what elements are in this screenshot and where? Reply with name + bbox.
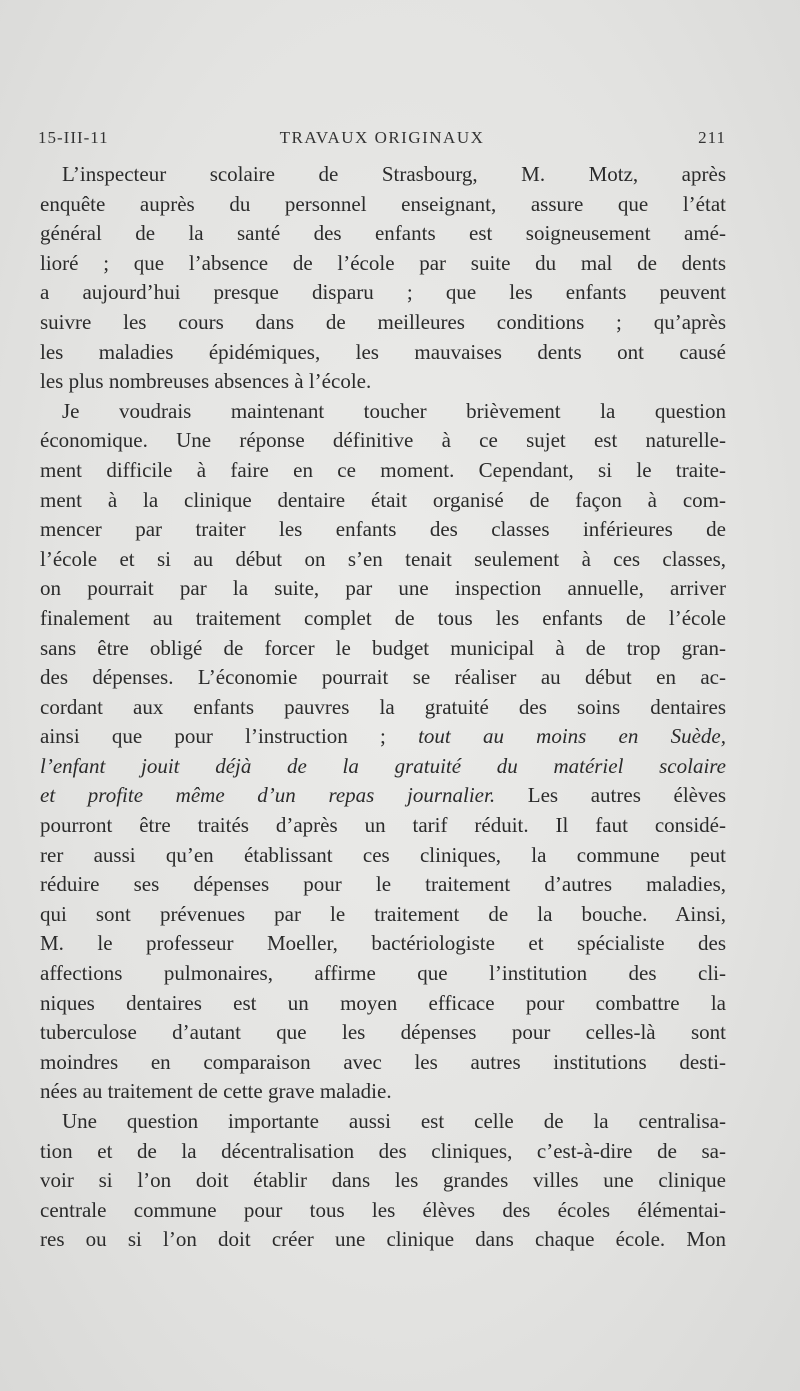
line-text: ainsi que pour l’instruction ;: [40, 724, 419, 749]
text-line: [40, 308, 726, 338]
text-line: [40, 160, 726, 190]
line-text: ment à la clinique dentaire était organisé de façon à com-: [40, 487, 726, 512]
text-line: [40, 338, 726, 368]
line-text: M. le professeur Moeller, bactériologiste et spécialiste des: [40, 931, 726, 956]
line-text: rer aussi qu’en établissant ces cliniques, la commune peut: [40, 842, 726, 867]
line-text: sans être obligé de forcer le budget municipal à de trop gran-: [40, 635, 726, 660]
line-text: mencer par traiter les enfants des classes inférieures de: [40, 517, 726, 542]
line-text: voir si l’on doit établir dans les grandes villes une clinique: [40, 1168, 726, 1193]
text-line: [40, 515, 726, 545]
text-line: [40, 426, 726, 456]
line-text: niques dentaires est un moyen efficace pour combattre la: [40, 990, 726, 1015]
line-text: Je voudrais maintenant toucher brièvement la question: [62, 398, 726, 423]
text-line: [40, 989, 726, 1019]
text-line: [40, 1196, 726, 1226]
text-line: [40, 219, 726, 249]
line-text: pourront être traités d’après un tarif réduit. Il faut considé-: [40, 813, 726, 838]
line-text: lioré ; que l’absence de l’école par suite du mal de dents: [40, 250, 726, 275]
line-text: moindres en comparaison avec les autres institutions desti-: [40, 1049, 726, 1074]
text-line: [40, 545, 726, 575]
text-line: [40, 870, 726, 900]
line-text: Une question importante aussi est celle de la centralisa-: [62, 1109, 726, 1133]
text-line: [40, 959, 726, 989]
text-line: [40, 781, 726, 811]
line-text: qui sont prévenues par le traitement de la bouche. Ainsi,: [40, 901, 726, 926]
line-text: affections pulmonaires, affirme que l’institution des cli-: [40, 961, 726, 986]
section-title: TRAVAUX ORIGINAUX: [279, 128, 485, 147]
running-head: [38, 128, 726, 154]
text-line: [40, 278, 726, 308]
text-line: [40, 693, 726, 723]
line-text: ment difficile à faire en ce moment. Cependant, si le traite-: [40, 457, 726, 482]
text-line: [40, 367, 726, 397]
italic-text: l’enfant jouit déjà de la gratuité du matériel scolaire: [40, 753, 726, 778]
text-line: [40, 1137, 726, 1167]
line-text: suivre les cours dans de meilleures conditions ; qu’après: [40, 309, 726, 334]
text-line: [40, 1107, 726, 1137]
line-text: général de la santé des enfants est soigneusement amé-: [40, 221, 726, 246]
text-line: [40, 456, 726, 486]
text-line: [40, 811, 726, 841]
page-number: 211: [698, 128, 726, 147]
text-line: [40, 574, 726, 604]
text-line: [40, 1048, 726, 1078]
text-line: [40, 634, 726, 664]
line-text: cordant aux enfants pauvres la gratuité des soins dentaires: [40, 694, 726, 719]
italic-text: et profite même d’un repas journalier.: [40, 783, 496, 808]
issue-date: 15-III-11: [38, 128, 109, 147]
text-line: [40, 663, 726, 693]
line-text: économique. Une réponse définitive à ce sujet est naturelle-: [40, 428, 726, 453]
body-text: [40, 160, 726, 1255]
text-line: [40, 249, 726, 279]
text-line: [40, 752, 726, 782]
text-line: [40, 604, 726, 634]
line-text: Les autres élèves: [495, 783, 726, 808]
text-line: [40, 1077, 726, 1107]
text-line: [40, 1166, 726, 1196]
line-text: les maladies épidémiques, les mauvaises dents ont causé: [40, 339, 726, 364]
text-line: [40, 929, 726, 959]
line-text: L’inspecteur scolaire de Strasbourg, M. Motz, après: [62, 162, 726, 186]
italic-text: tout au moins en Suède,: [418, 724, 726, 749]
line-text: des dépenses. L’économie pourrait se réaliser au début en ac-: [40, 665, 726, 690]
text-line: [40, 397, 726, 427]
text-line: [40, 722, 726, 752]
line-text: réduire ses dépenses pour le traitement d’autres maladies,: [40, 872, 726, 897]
line-text: tuberculose d’autant que les dépenses pour celles-là sont: [40, 1020, 726, 1045]
line-text: enquête auprès du personnel enseignant, assure que l’état: [40, 191, 726, 216]
text-line: [40, 1018, 726, 1048]
line-text: tion et de la décentralisation des cliniques, c’est-à-dire de sa-: [40, 1138, 726, 1163]
line-text: les plus nombreuses absences à l’école.: [40, 369, 372, 394]
line-text: nées au traitement de cette grave maladie.: [40, 1079, 392, 1104]
line-text: centrale commune pour tous les élèves des écoles élémentai-: [40, 1197, 726, 1222]
line-text: res ou si l’on doit créer une clinique dans chaque école. Mon: [40, 1227, 726, 1252]
line-text: finalement au traitement complet de tous les enfants de l’école: [40, 605, 726, 630]
text-line: [40, 841, 726, 871]
line-text: a aujourd’hui presque disparu ; que les enfants peuvent: [40, 280, 726, 305]
line-text: on pourrait par la suite, par une inspection annuelle, arriver: [40, 576, 726, 601]
text-line: [40, 190, 726, 220]
text-line: [40, 900, 726, 930]
line-text: l’école et si au début on s’en tenait seulement à ces classes,: [40, 546, 726, 571]
text-line: [40, 486, 726, 516]
text-line: [40, 1225, 726, 1255]
